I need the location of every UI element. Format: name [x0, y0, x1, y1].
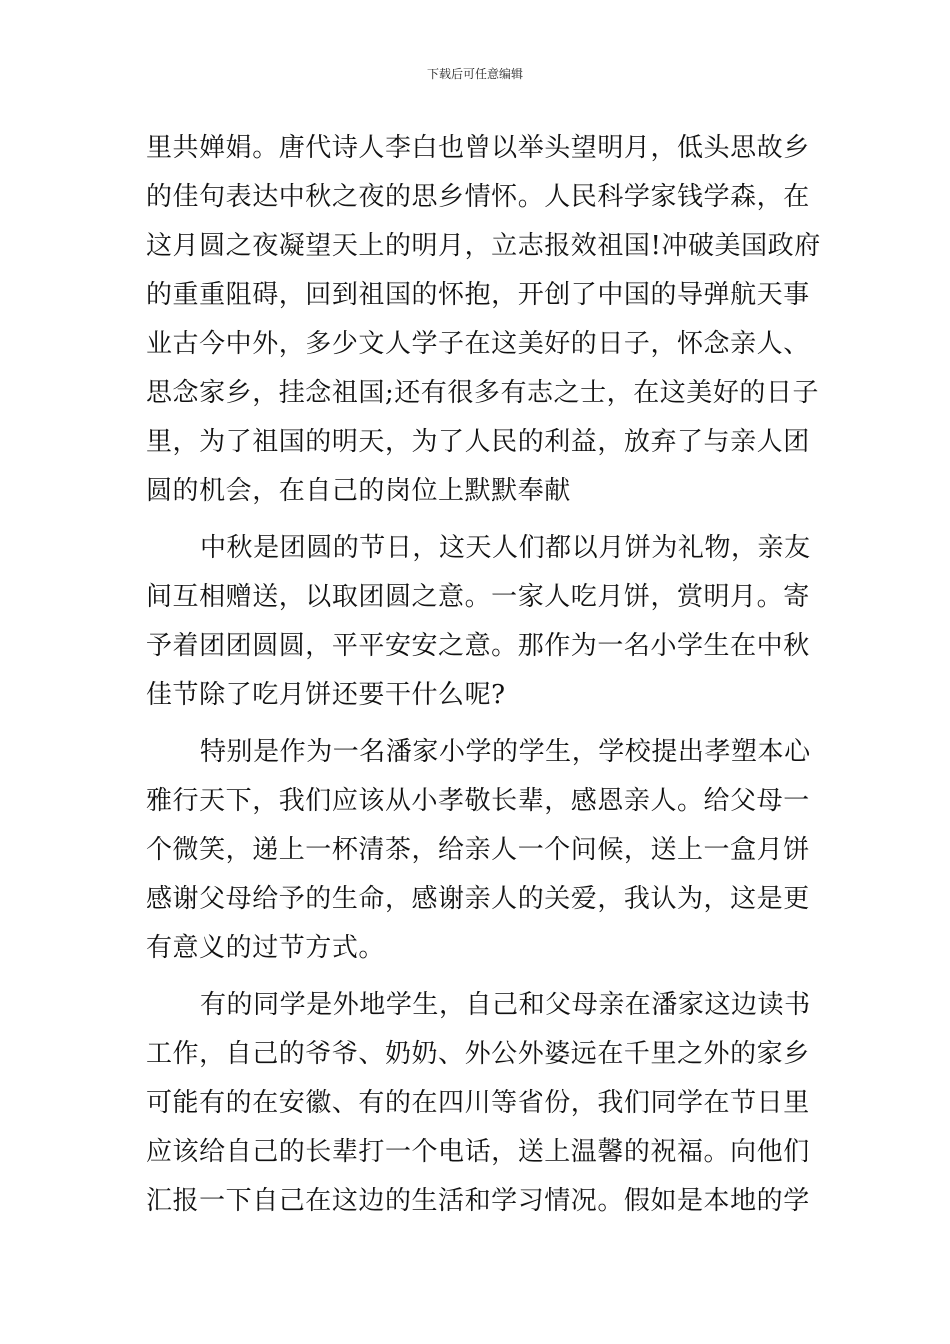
text-line: 予着团团圆圆，平平安安之意。那作为一名小学生在中秋	[146, 631, 810, 661]
text-line: 可能有的在安徽、有的在四川等省份，我们同学在节日里	[146, 1088, 810, 1118]
text-line: 佳节除了吃月饼还要干什么呢?	[146, 680, 506, 710]
text-line: 里共婵娟。唐代诗人李白也曾以举头望明月，低头思故乡	[146, 133, 810, 163]
page-header-note: 下载后可任意编辑	[426, 67, 523, 81]
text-line: 里，为了祖国的明天，为了人民的利益，放弃了与亲人团	[146, 427, 810, 457]
paragraph-4	[146, 981, 811, 1226]
paragraph-3	[146, 728, 811, 973]
text-line: 汇报一下自己在这边的生活和学习情况。假如是本地的学	[146, 1186, 810, 1216]
text-line: 雅行天下，我们应该从小孝敬长辈，感恩亲人。给父母一	[146, 786, 810, 816]
document-body	[146, 124, 821, 1226]
text-line: 间互相赠送，以取团圆之意。一家人吃月饼，赏明月。寄	[146, 582, 810, 612]
text-line: 这月圆之夜凝望天上的明月，立志报效祖国!冲破美国政府	[146, 231, 821, 261]
text-line: 中秋是团圆的节日，这天人们都以月饼为礼物，亲友	[200, 533, 811, 563]
text-line: 个微笑，递上一杯清茶，给亲人一个问候，送上一盒月饼	[146, 835, 810, 865]
text-line: 的佳句表达中秋之夜的思乡情怀。人民科学家钱学森，在	[146, 182, 810, 212]
text-line: 工作，自己的爷爷、奶奶、外公外婆远在千里之外的家乡	[146, 1039, 810, 1069]
text-line: 感谢父母给予的生命，感谢亲人的关爱，我认为，这是更	[146, 884, 810, 914]
text-line: 特别是作为一名潘家小学的学生，学校提出孝塑本心	[200, 737, 811, 767]
text-line: 业古今中外，多少文人学子在这美好的日子，怀念亲人、	[146, 329, 810, 359]
text-line: 有意义的过节方式。	[146, 933, 385, 963]
text-line: 思念家乡，挂念祖国;还有很多有志之士，在这美好的日子	[146, 378, 820, 408]
text-line: 的重重阻碍，回到祖国的怀抱，开创了中国的导弹航天事	[146, 280, 810, 310]
paragraph-2	[146, 524, 811, 720]
text-line: 应该给自己的长辈打一个电话，送上温馨的祝福。向他们	[146, 1137, 810, 1167]
paragraph-1	[146, 124, 821, 516]
text-line: 有的同学是外地学生，自己和父母亲在潘家这边读书	[200, 990, 811, 1020]
text-line: 圆的机会，在自己的岗位上默默奉献	[146, 476, 571, 506]
